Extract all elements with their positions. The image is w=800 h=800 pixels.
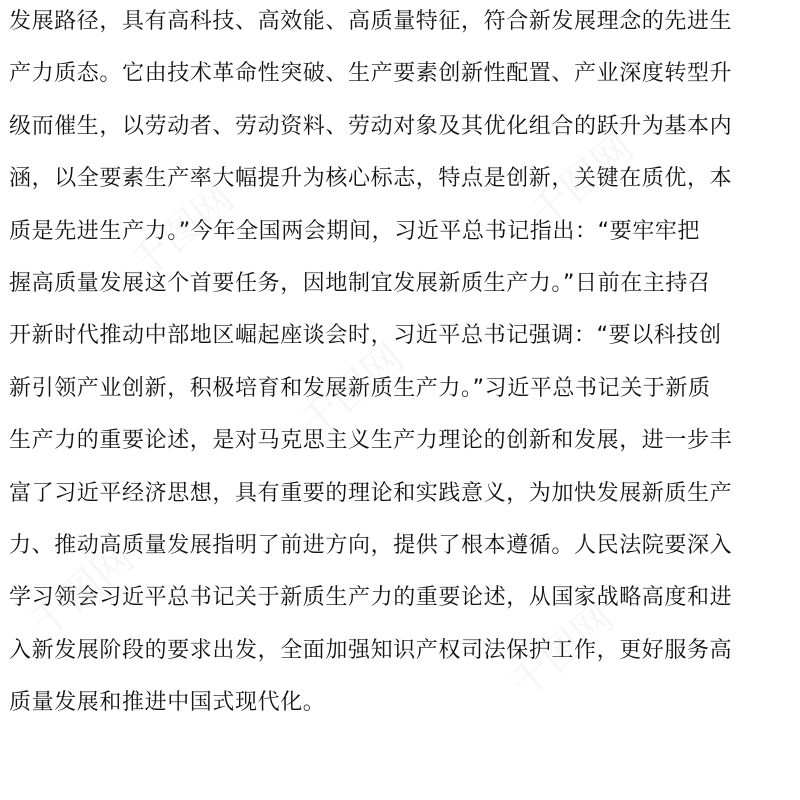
text-line-3: 级而催生，以劳动者、劳动资料、劳动对象及其优化组合的跃升为基本内	[9, 113, 733, 139]
watermark: 千图网	[501, 594, 623, 708]
watermark: 千图网	[521, 124, 643, 238]
text-line-7: 开新时代推动中部地区崛起座谈会时，习近平总书记强调：“要以科技创	[9, 323, 722, 349]
watermark: 千图网	[291, 334, 413, 448]
watermark: 千图网	[121, 174, 243, 288]
text-line-11: 力、推动高质量发展指明了前进方向，提供了根本遵循。人民法院要深入	[9, 532, 733, 558]
text-line-1: 发展路径，具有高科技、高效能、高质量特征，符合新发展理念的先进生	[9, 9, 733, 34]
text-line-14: 质量发展和推进中国式现代化。	[9, 690, 326, 716]
text-line-13: 入新发展阶段的要求出发，全面加强知识产权司法保护工作，更好服务高	[9, 637, 733, 663]
text-line-5: 质是先进生产力。”今年全国两会期间，习近平总书记指出：“要牢牢把	[9, 218, 700, 244]
text-line-4: 涵，以全要素生产率大幅提升为核心标志，特点是创新，关键在质优，本	[9, 166, 733, 192]
text-line-12: 学习领会习近平总书记关于新质生产力的重要论述，从国家战略高度和进	[9, 585, 733, 611]
text-line-9: 生产力的重要论述，是对马克思主义生产力理论的创新和发展，进一步丰	[9, 428, 733, 454]
text-line-8: 新引领产业创新，积极培育和发展新质生产力。”习近平总书记关于新质	[9, 375, 711, 401]
text-line-10: 富了习近平经济思想，具有重要的理论和实践意义，为加快发展新质生产	[9, 480, 733, 506]
body-text	[9, 2, 799, 735]
text-line-2: 产力质态。它由技术革命性突破、生产要素创新性配置、产业深度转型升	[9, 61, 733, 87]
text-line-6: 握高质量发展这个首要任务，因地制宜发展新质生产力。”日前在主持召	[9, 270, 711, 296]
watermark: 千图网	[21, 534, 143, 648]
